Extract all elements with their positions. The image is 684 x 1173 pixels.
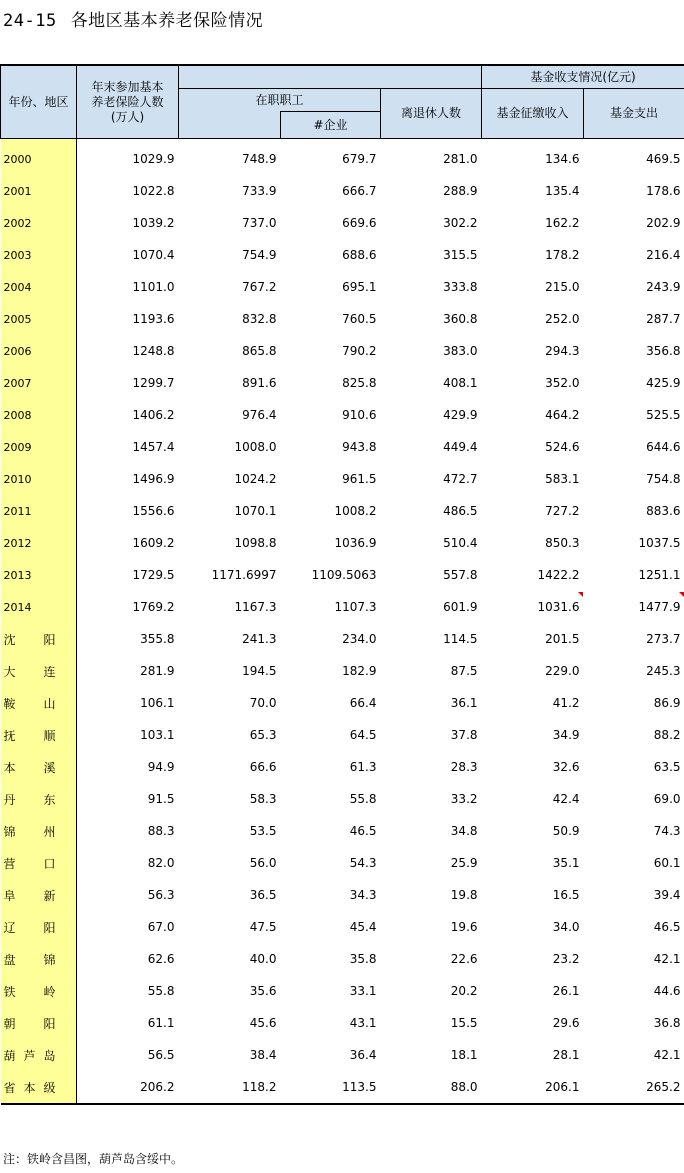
cell-retired: 37.8: [450, 728, 478, 742]
row-year-label: 2002: [1, 207, 77, 239]
cell-enterprise: 1036.9: [334, 536, 377, 550]
cell-income: 41.2: [552, 696, 580, 710]
table-row: [1, 847, 684, 879]
cell-income: 28.1: [552, 1048, 580, 1062]
cell-employed: 38.4: [249, 1048, 277, 1062]
cell-insured: 55.8: [147, 984, 175, 998]
row-region-label: [1, 943, 77, 975]
cell-income: 35.1: [552, 856, 580, 870]
cell-insured: 62.6: [147, 952, 175, 966]
cell-insured: 103.1: [140, 728, 175, 742]
cell-retired: 34.8: [450, 824, 478, 838]
row-region-label: [1, 687, 77, 719]
cell-employed: 35.6: [249, 984, 277, 998]
cell-insured: 88.3: [147, 824, 175, 838]
cell-expense: 86.9: [653, 696, 681, 710]
row-year-label: 2011: [1, 495, 77, 527]
cell-income: 178.2: [545, 248, 580, 262]
header-employed: 在职职工: [179, 89, 381, 112]
row-region-label: [1, 623, 77, 655]
cell-retired: 360.8: [443, 312, 478, 326]
cell-insured: 1457.4: [132, 440, 175, 454]
cell-enterprise: 688.6: [342, 248, 377, 262]
row-year-label: 2000: [1, 139, 77, 176]
cell-expense: 754.8: [646, 472, 681, 486]
cell-insured: 61.1: [147, 1016, 175, 1030]
row-region-label: [1, 1071, 77, 1104]
cell-income: 201.5: [545, 632, 580, 646]
cell-expense: 69.0: [653, 792, 681, 806]
cell-expense: 44.6: [653, 984, 681, 998]
cell-retired: 333.8: [443, 280, 478, 294]
cell-employed: 754.9: [242, 248, 277, 262]
cell-income: 16.5: [552, 888, 580, 902]
cell-income: 26.1: [552, 984, 580, 998]
row-region-label: [1, 1007, 77, 1039]
cell-expense: 644.6: [646, 440, 681, 454]
table-row: [1, 271, 684, 303]
cell-employed: 45.6: [249, 1016, 277, 1030]
row-region-label: [1, 847, 77, 879]
region-name: 葫 芦 岛: [3, 1048, 56, 1063]
row-region-label: [1, 655, 77, 687]
cell-income: 162.2: [545, 216, 580, 230]
cell-expense: 88.2: [653, 728, 681, 742]
cell-employed: 767.2: [242, 280, 277, 294]
cell-employed: 832.8: [242, 312, 277, 326]
cell-expense: 60.1: [653, 856, 681, 870]
cell-insured: 1299.7: [132, 376, 175, 390]
cell-retired: 472.7: [443, 472, 478, 486]
table-row: [1, 239, 684, 271]
header-insured: [77, 65, 179, 139]
cell-retired: 601.9: [443, 600, 478, 614]
cell-income: 294.3: [545, 344, 580, 358]
cell-enterprise: 64.5: [349, 728, 377, 742]
cell-income: 583.1: [545, 472, 580, 486]
region-name: 抚 顺: [3, 728, 56, 743]
cell-retired: 315.5: [443, 248, 478, 262]
table-title: 各地区基本养老保险情况: [70, 11, 264, 31]
cell-expense: 287.7: [646, 312, 681, 326]
cell-employed: 65.3: [249, 728, 277, 742]
cell-enterprise: 35.8: [349, 952, 377, 966]
cell-employed: 865.8: [242, 344, 277, 358]
cell-retired: 302.2: [443, 216, 478, 230]
table-row: [1, 911, 684, 943]
cell-employed: 66.6: [249, 760, 277, 774]
cell-expense: 245.3: [646, 664, 681, 678]
cell-employed: 1171.6997: [211, 568, 277, 582]
cell-retired: 18.1: [450, 1048, 478, 1062]
region-name: 本 溪: [3, 760, 56, 775]
row-region-label: [1, 911, 77, 943]
cell-expense: 1477.9: [584, 591, 684, 623]
cell-insured: 94.9: [147, 760, 175, 774]
pension-table: [0, 64, 684, 1105]
row-year-label: 2010: [1, 463, 77, 495]
table-row: [1, 1071, 684, 1104]
cell-insured: 67.0: [147, 920, 175, 934]
cell-enterprise: 33.1: [349, 984, 377, 998]
cell-enterprise: 961.5: [342, 472, 377, 486]
cell-income: 850.3: [545, 536, 580, 550]
cell-income: 1422.2: [537, 568, 580, 582]
cell-insured: 1769.2: [132, 600, 175, 614]
header-fund-expense: 基金支出: [584, 89, 684, 139]
table-row: [1, 591, 684, 623]
cell-enterprise: 825.8: [342, 376, 377, 390]
cell-retired: 429.9: [443, 408, 478, 422]
cell-enterprise: 1109.5063: [311, 568, 377, 582]
table-row: [1, 527, 684, 559]
cell-employed: 1070.1: [234, 504, 277, 518]
cell-insured: 1070.4: [132, 248, 175, 262]
region-name: 朝 阳: [3, 1016, 56, 1031]
table-row: [1, 783, 684, 815]
cell-insured: 1101.0: [132, 280, 175, 294]
cell-enterprise: 113.5: [281, 1071, 381, 1104]
cell-insured: 1609.2: [132, 536, 175, 550]
cell-expense: 202.9: [646, 216, 681, 230]
cell-enterprise: 669.6: [342, 216, 377, 230]
cell-retired: 486.5: [443, 504, 478, 518]
cell-employed: 58.3: [249, 792, 277, 806]
table-row: [1, 719, 684, 751]
row-year-label: 2005: [1, 303, 77, 335]
cell-enterprise: 43.1: [349, 1016, 377, 1030]
header-insured-line1: 年末参加基本: [91, 79, 164, 94]
cell-enterprise: 45.4: [349, 920, 377, 934]
row-year-label: 2004: [1, 271, 77, 303]
cell-retired: 557.8: [443, 568, 478, 582]
row-year-label: 2003: [1, 239, 77, 271]
cell-enterprise: 1008.2: [334, 504, 377, 518]
cell-employed: 1024.2: [234, 472, 277, 486]
cell-retired: 20.2: [450, 984, 478, 998]
cell-retired: 22.6: [450, 952, 478, 966]
row-year-label: 2012: [1, 527, 77, 559]
header-retired: 离退休人数: [381, 89, 482, 139]
table-row: [1, 623, 684, 655]
region-name: 大 连: [3, 664, 56, 679]
cell-retired: 281.0: [443, 152, 478, 166]
cell-retired: 19.6: [450, 920, 478, 934]
cell-income: 32.6: [552, 760, 580, 774]
cell-income: 29.6: [552, 1016, 580, 1030]
cell-employed: 1008.0: [234, 440, 277, 454]
row-region-label: [1, 751, 77, 783]
region-name: 铁 岭: [3, 984, 56, 999]
cell-insured: 1406.2: [132, 408, 175, 422]
cell-retired: 383.0: [443, 344, 478, 358]
cell-expense: 216.4: [646, 248, 681, 262]
cell-retired: 28.3: [450, 760, 478, 774]
table-number: 24-15: [3, 11, 57, 31]
cell-retired: 288.9: [443, 184, 478, 198]
cell-employed: 1167.3: [234, 600, 277, 614]
cell-expense: 1037.5: [638, 536, 681, 550]
row-year-label: 2006: [1, 335, 77, 367]
table-row: [1, 367, 684, 399]
cell-enterprise: 54.3: [349, 856, 377, 870]
cell-insured: 1248.8: [132, 344, 175, 358]
cell-insured: 82.0: [147, 856, 175, 870]
cell-expense: 46.5: [653, 920, 681, 934]
cell-enterprise: 910.6: [342, 408, 377, 422]
cell-income: 215.0: [545, 280, 580, 294]
cell-insured: 206.2: [77, 1071, 179, 1104]
cell-enterprise: 790.2: [342, 344, 377, 358]
cell-enterprise: 36.4: [349, 1048, 377, 1062]
table-row: [1, 175, 684, 207]
cell-employed: 47.5: [249, 920, 277, 934]
table-row: [1, 879, 684, 911]
table-row: [1, 207, 684, 239]
header-fund-income: 基金征缴收入: [482, 89, 584, 139]
row-region-label: [1, 719, 77, 751]
cell-employed: 70.0: [249, 696, 277, 710]
cell-retired: 19.8: [450, 888, 478, 902]
cell-expense: 1251.1: [638, 568, 681, 582]
cell-enterprise: 46.5: [349, 824, 377, 838]
cell-expense: 39.4: [653, 888, 681, 902]
cell-employed: 748.9: [242, 152, 277, 166]
row-region-label: [1, 815, 77, 847]
header-insured-line2: 养老保险人数: [91, 94, 164, 109]
cell-retired: 36.1: [450, 696, 478, 710]
cell-employed: 1098.8: [234, 536, 277, 550]
region-name: 阜 新: [3, 888, 56, 903]
cell-expense: 425.9: [646, 376, 681, 390]
cell-income: 252.0: [545, 312, 580, 326]
cell-enterprise: 61.3: [349, 760, 377, 774]
table-row: [1, 815, 684, 847]
cell-employed: 737.0: [242, 216, 277, 230]
cell-insured: 1039.2: [132, 216, 175, 230]
table-row: [1, 139, 684, 176]
table-row: [1, 431, 684, 463]
cell-income: 135.4: [545, 184, 580, 198]
cell-enterprise: 760.5: [342, 312, 377, 326]
cell-income: 229.0: [545, 664, 580, 678]
cell-income: 134.6: [545, 152, 580, 166]
cell-insured: 1556.6: [132, 504, 175, 518]
cell-enterprise: 66.4: [349, 696, 377, 710]
table-row: [1, 751, 684, 783]
cell-employed: 733.9: [242, 184, 277, 198]
cell-expense: 42.1: [653, 1048, 681, 1062]
footnote: 注：铁岭含昌图，葫芦岛含绥中。: [3, 1152, 184, 1166]
cell-employed: 891.6: [242, 376, 277, 390]
cell-expense: 243.9: [646, 280, 681, 294]
cell-income: 727.2: [545, 504, 580, 518]
table-row: [1, 335, 684, 367]
table-row: [1, 1039, 684, 1071]
header-fund-group: 基金收支情况(亿元): [482, 65, 684, 89]
region-name: 营 口: [3, 856, 56, 871]
table-row: [1, 495, 684, 527]
region-name: 辽 阳: [3, 920, 56, 935]
row-year-label: 2001: [1, 175, 77, 207]
cell-expense: 356.8: [646, 344, 681, 358]
cell-expense: 74.3: [653, 824, 681, 838]
region-name: 丹 东: [3, 792, 56, 807]
table-row: [1, 1007, 684, 1039]
cell-expense: 178.6: [646, 184, 681, 198]
cell-insured: 1729.5: [132, 568, 175, 582]
cell-insured: 106.1: [140, 696, 175, 710]
cell-employed: 53.5: [249, 824, 277, 838]
cell-enterprise: 55.8: [349, 792, 377, 806]
cell-retired: 408.1: [443, 376, 478, 390]
cell-enterprise: 695.1: [342, 280, 377, 294]
table-header: [1, 65, 684, 139]
cell-expense: 883.6: [646, 504, 681, 518]
cell-retired: 510.4: [443, 536, 478, 550]
cell-retired: 33.2: [450, 792, 478, 806]
cell-income: 50.9: [552, 824, 580, 838]
cell-income: 206.1: [482, 1071, 584, 1104]
cell-income: 42.4: [552, 792, 580, 806]
region-name: 盘 锦: [3, 952, 56, 967]
cell-retired: 449.4: [443, 440, 478, 454]
cell-enterprise: 666.7: [342, 184, 377, 198]
cell-enterprise: 182.9: [342, 664, 377, 678]
cell-income: 352.0: [545, 376, 580, 390]
page-title: [3, 6, 263, 31]
cell-expense: 63.5: [653, 760, 681, 774]
cell-insured: 355.8: [140, 632, 175, 646]
cell-insured: 1193.6: [132, 312, 175, 326]
header-blank: [179, 65, 482, 89]
cell-insured: 1029.9: [132, 152, 175, 166]
row-year-label: 2013: [1, 559, 77, 591]
cell-income: 1031.6: [482, 591, 584, 623]
table-row: [1, 559, 684, 591]
cell-retired: 15.5: [450, 1016, 478, 1030]
row-region-label: [1, 975, 77, 1007]
region-name: 省 本 级: [3, 1080, 56, 1095]
row-year-label: 2008: [1, 399, 77, 431]
header-employed-spacer: [179, 112, 281, 139]
cell-enterprise: 34.3: [349, 888, 377, 902]
cell-expense: 469.5: [646, 152, 681, 166]
cell-expense: 42.1: [653, 952, 681, 966]
cell-income: 34.0: [552, 920, 580, 934]
cell-employed: 118.2: [179, 1071, 281, 1104]
cell-retired: 87.5: [450, 664, 478, 678]
table-row: [1, 303, 684, 335]
cell-employed: 241.3: [242, 632, 277, 646]
table-row: [1, 463, 684, 495]
cell-income: 34.9: [552, 728, 580, 742]
cell-expense: 265.2: [584, 1071, 684, 1104]
cell-insured: 91.5: [147, 792, 175, 806]
table-row: [1, 655, 684, 687]
header-region: 年份、地区: [1, 65, 77, 139]
cell-expense: 525.5: [646, 408, 681, 422]
cell-enterprise: 234.0: [342, 632, 377, 646]
table-row: [1, 399, 684, 431]
cell-employed: 194.5: [242, 664, 277, 678]
row-year-label: 2009: [1, 431, 77, 463]
row-region-label: [1, 783, 77, 815]
row-region-label: [1, 1039, 77, 1071]
header-insured-line3: (万人): [110, 109, 145, 124]
cell-retired: 114.5: [443, 632, 478, 646]
cell-insured: 56.5: [147, 1048, 175, 1062]
cell-employed: 976.4: [242, 408, 277, 422]
cell-income: 464.2: [545, 408, 580, 422]
cell-enterprise: 679.7: [342, 152, 377, 166]
region-name: 沈 阳: [3, 632, 56, 647]
region-name: 锦 州: [3, 824, 56, 839]
row-region-label: [1, 879, 77, 911]
row-year-label: 2007: [1, 367, 77, 399]
cell-insured: 1022.8: [132, 184, 175, 198]
cell-enterprise: 1107.3: [334, 600, 377, 614]
cell-insured: 56.3: [147, 888, 175, 902]
cell-employed: 36.5: [249, 888, 277, 902]
cell-expense: 36.8: [653, 1016, 681, 1030]
cell-income: 524.6: [545, 440, 580, 454]
cell-retired: 88.0: [381, 1071, 482, 1104]
table-row: [1, 687, 684, 719]
cell-enterprise: 943.8: [342, 440, 377, 454]
region-name: 鞍 山: [3, 696, 56, 711]
table-row: [1, 975, 684, 1007]
header-enterprise: #企业: [281, 112, 381, 139]
cell-insured: 1496.9: [132, 472, 175, 486]
cell-expense: 273.7: [646, 632, 681, 646]
cell-employed: 56.0: [249, 856, 277, 870]
cell-income: 23.2: [552, 952, 580, 966]
cell-employed: 40.0: [249, 952, 277, 966]
cell-insured: 281.9: [140, 664, 175, 678]
cell-retired: 25.9: [450, 856, 478, 870]
table-row: [1, 943, 684, 975]
table-body: [1, 139, 684, 1105]
row-year-label: 2014: [1, 591, 77, 623]
